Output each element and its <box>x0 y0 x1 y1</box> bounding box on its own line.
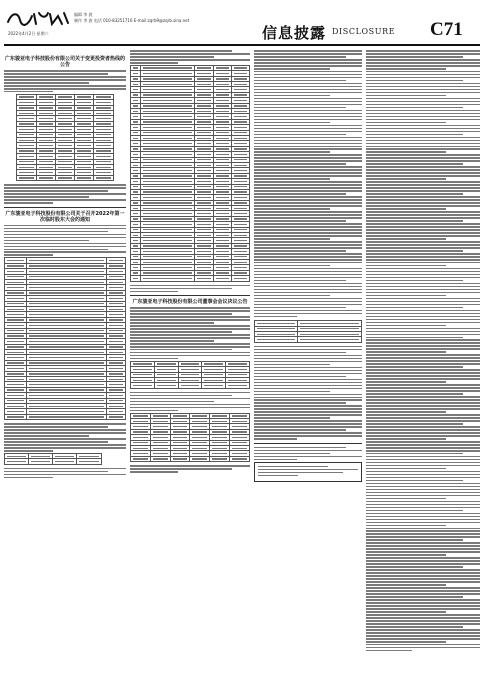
data-table <box>16 94 114 181</box>
data-table <box>4 453 102 465</box>
notice-body <box>4 225 126 256</box>
notice-body <box>130 392 250 412</box>
divider <box>254 443 362 444</box>
data-table <box>130 413 250 463</box>
notice-body <box>4 468 126 479</box>
column-4 <box>366 50 480 653</box>
data-table <box>254 320 362 343</box>
page-number: C71 <box>430 19 463 40</box>
notice-body <box>4 184 126 204</box>
notice-body <box>254 50 362 317</box>
newspaper-logo <box>6 8 70 28</box>
editor-line: 编辑 李 波 <box>74 12 93 17</box>
form-body <box>258 466 358 477</box>
section-subtitle: DISCLOSURE <box>332 27 396 36</box>
masthead <box>4 6 480 46</box>
data-table <box>130 65 250 282</box>
notice-body <box>4 70 126 92</box>
column-3 <box>254 50 362 482</box>
column-1 <box>4 50 126 480</box>
contact-line: 制作 李 波 电话 010-83251716 E-mail:zqrb9@zqrb.sina.net <box>74 18 190 23</box>
editor-info <box>74 12 189 24</box>
notice-body <box>130 50 250 64</box>
notice-body <box>130 285 250 293</box>
notice-title-3: 广东骏亚电子科技股份有限公司董事会会议决议公告 <box>132 299 248 306</box>
proxy-form <box>254 462 362 482</box>
divider <box>130 295 250 296</box>
notice-body <box>254 346 362 440</box>
masthead-rule <box>4 44 480 46</box>
issue-date: 2022年4月2日 星期六 <box>8 31 49 36</box>
column-2 <box>130 50 250 474</box>
data-table <box>4 257 126 420</box>
section-title: 信息披露 <box>262 24 327 42</box>
data-table <box>130 361 250 389</box>
divider <box>4 207 126 208</box>
notice-body <box>254 447 362 461</box>
notice-body <box>130 307 250 359</box>
notice-code <box>4 50 126 54</box>
notice-body <box>130 465 250 473</box>
notice-title-1: 广东骏亚电子科技股份有限公司关于变更投资者热线的公告 <box>4 56 125 68</box>
notice-body <box>366 50 480 651</box>
notice-body <box>4 423 126 451</box>
notice-title-2: 广东骏亚电子科技股份有限公司关于召开2022年第一次临时股东大会的通知 <box>5 210 125 223</box>
